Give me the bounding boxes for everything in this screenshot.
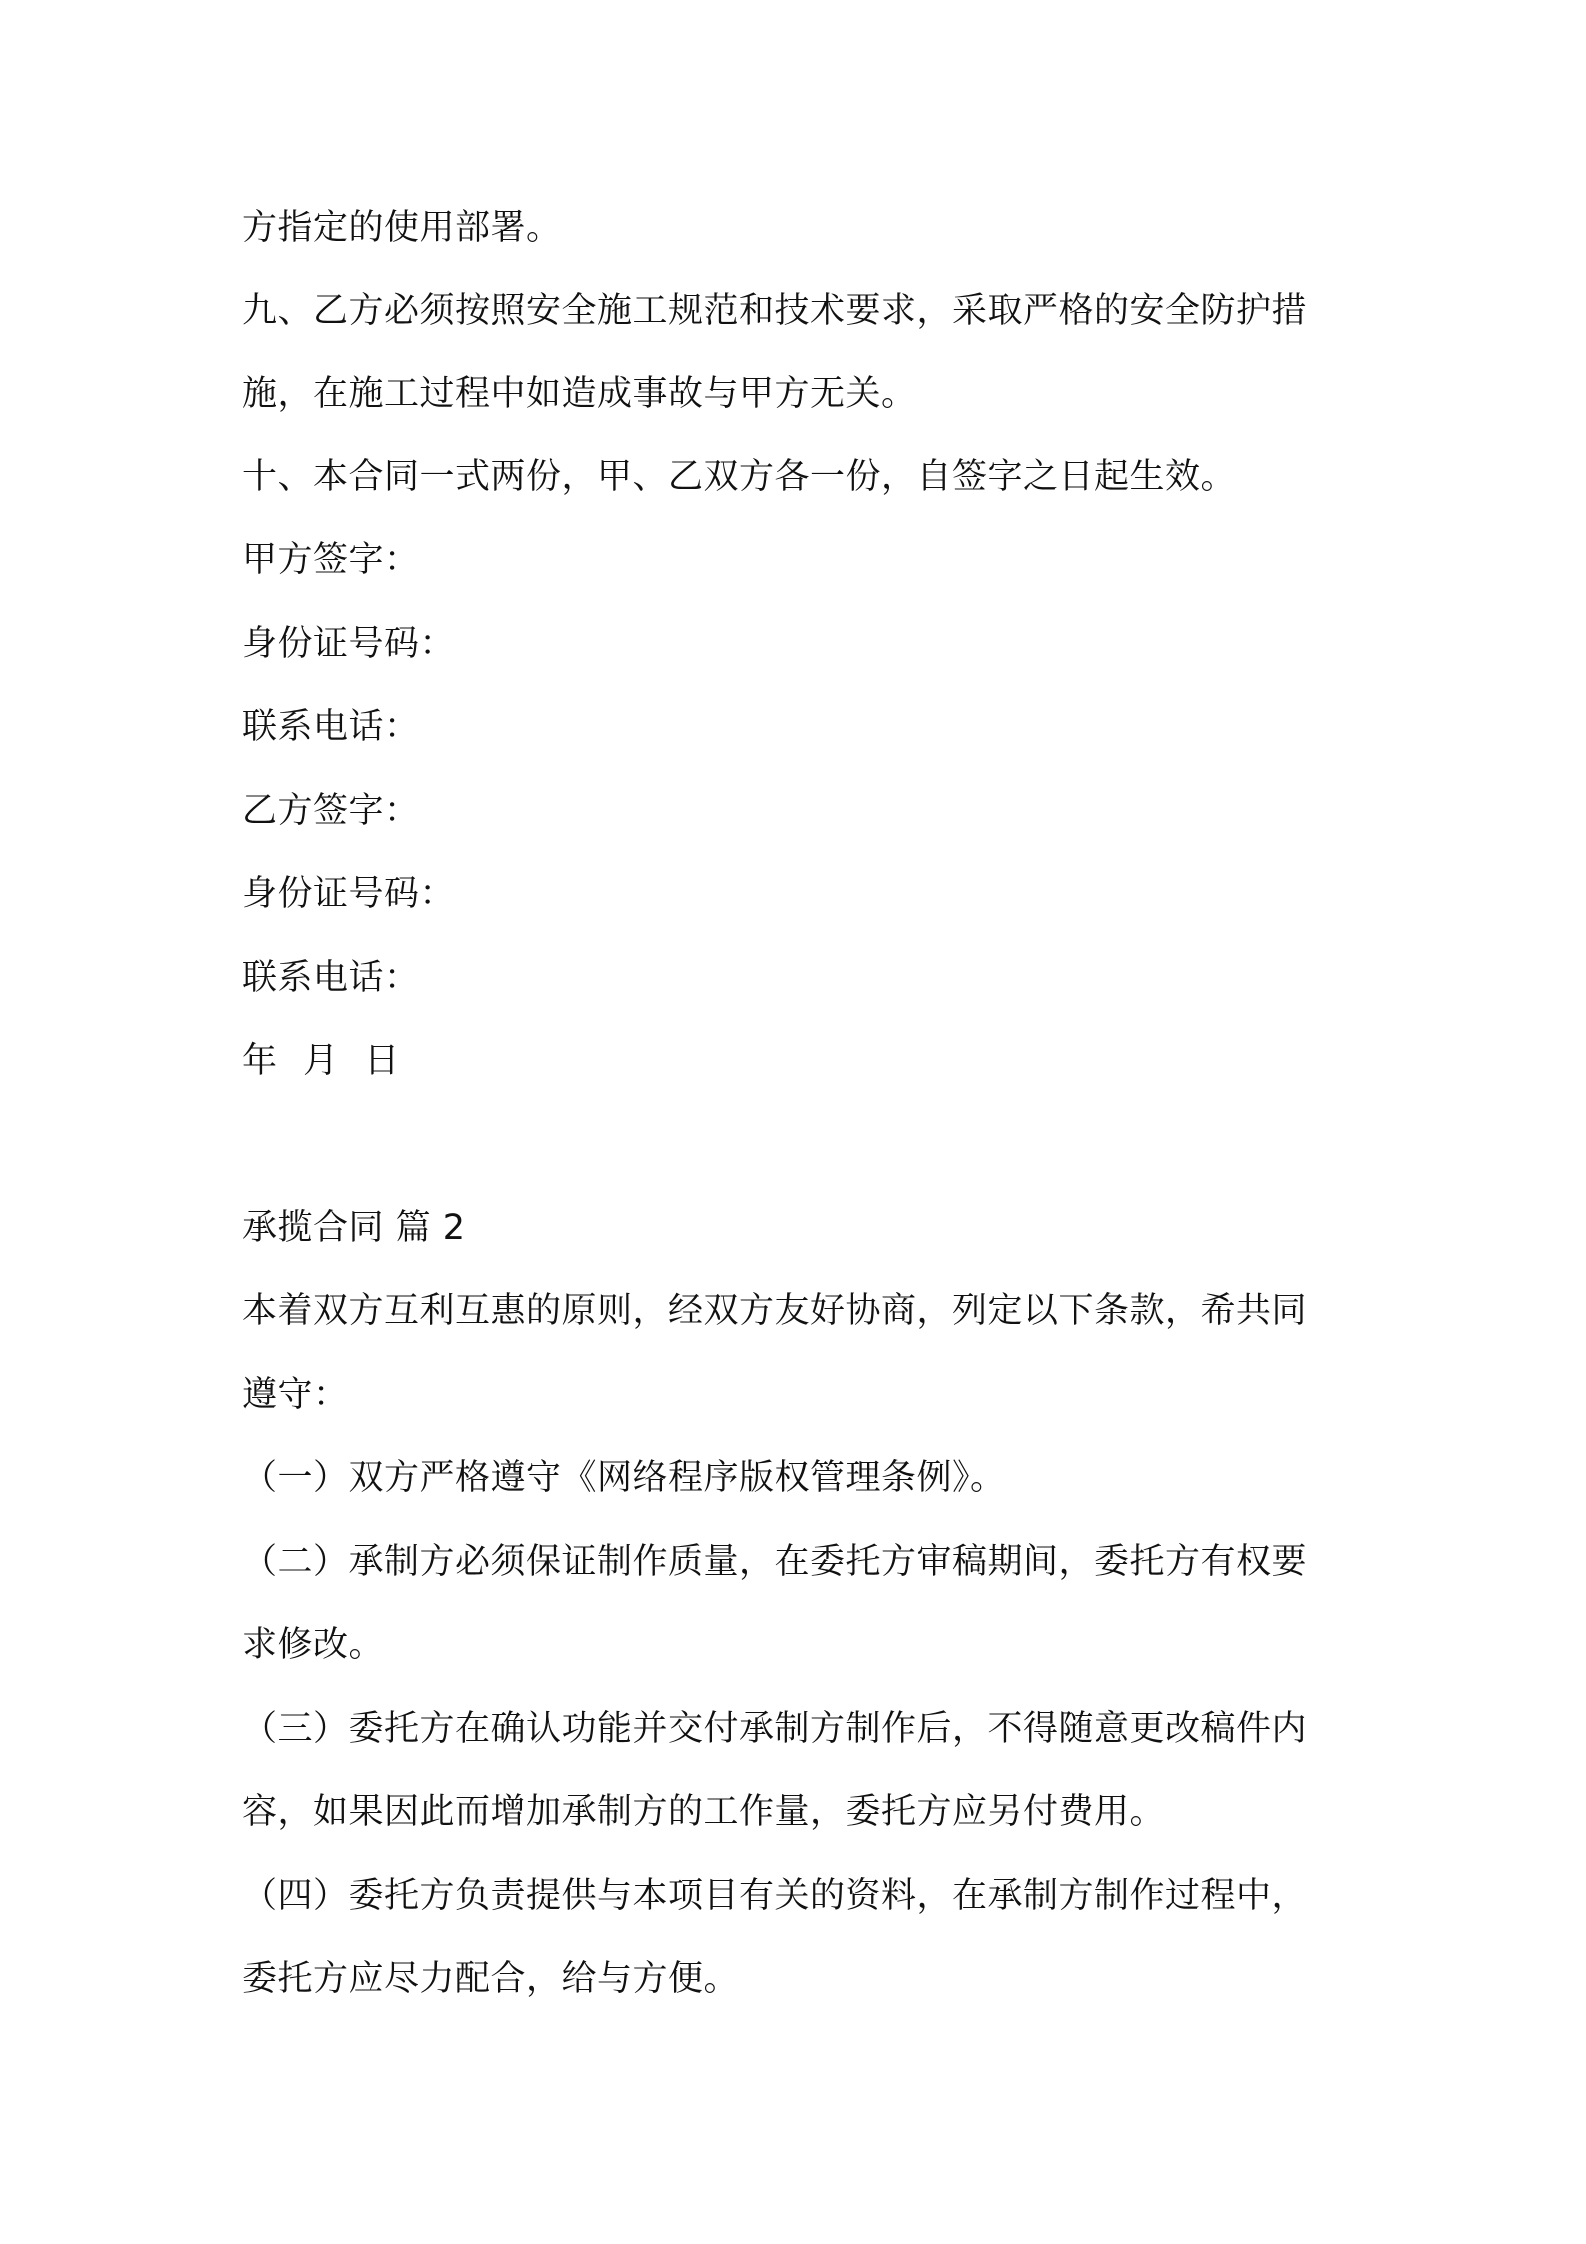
party-a-id-label: 身份证号码： bbox=[242, 624, 456, 664]
party-b-signature-label: 乙方签字： bbox=[242, 791, 420, 831]
clause-nine-line-1: 九、乙方必须按照安全施工规范和技术要求，采取严格的安全防护措 bbox=[242, 291, 1308, 331]
clause-two-line-2: 求修改。 bbox=[242, 1625, 385, 1665]
party-a-phone-label: 联系电话： bbox=[242, 707, 420, 747]
clause-ten: 十、本合同一式两份，甲、乙双方各一份，自签字之日起生效。 bbox=[242, 457, 1237, 497]
party-b-phone-label: 联系电话： bbox=[242, 958, 420, 998]
clause-four-line-2: 委托方应尽力配合，给与方便。 bbox=[242, 1959, 740, 1999]
clause-two-line-1: （二）承制方必须保证制作质量，在委托方审稿期间，委托方有权要 bbox=[242, 1542, 1308, 1582]
paragraph-line: 方指定的使用部署。 bbox=[242, 208, 562, 248]
intro-line-1: 本着双方互利互惠的原则，经双方友好协商，列定以下条款，希共同 bbox=[242, 1291, 1308, 1331]
party-a-signature-label: 甲方签字： bbox=[242, 540, 420, 580]
clause-one: （一）双方严格遵守《网络程序版权管理条例》。 bbox=[242, 1458, 1006, 1498]
party-b-id-label: 身份证号码： bbox=[242, 874, 456, 914]
clause-four-line-1: （四）委托方负责提供与本项目有关的资料，在承制方制作过程中， bbox=[242, 1876, 1308, 1916]
section-heading: 承揽合同 篇 2 bbox=[242, 1208, 466, 1248]
clause-nine-line-2: 施，在施工过程中如造成事故与甲方无关。 bbox=[242, 374, 917, 414]
clause-three-line-2: 容，如果因此而增加承制方的工作量，委托方应另付费用。 bbox=[242, 1792, 1166, 1832]
intro-line-2: 遵守： bbox=[242, 1375, 349, 1415]
date-line: 年 月 日 bbox=[242, 1041, 400, 1081]
clause-three-line-1: （三）委托方在确认功能并交付承制方制作后，不得随意更改稿件内 bbox=[242, 1709, 1308, 1749]
